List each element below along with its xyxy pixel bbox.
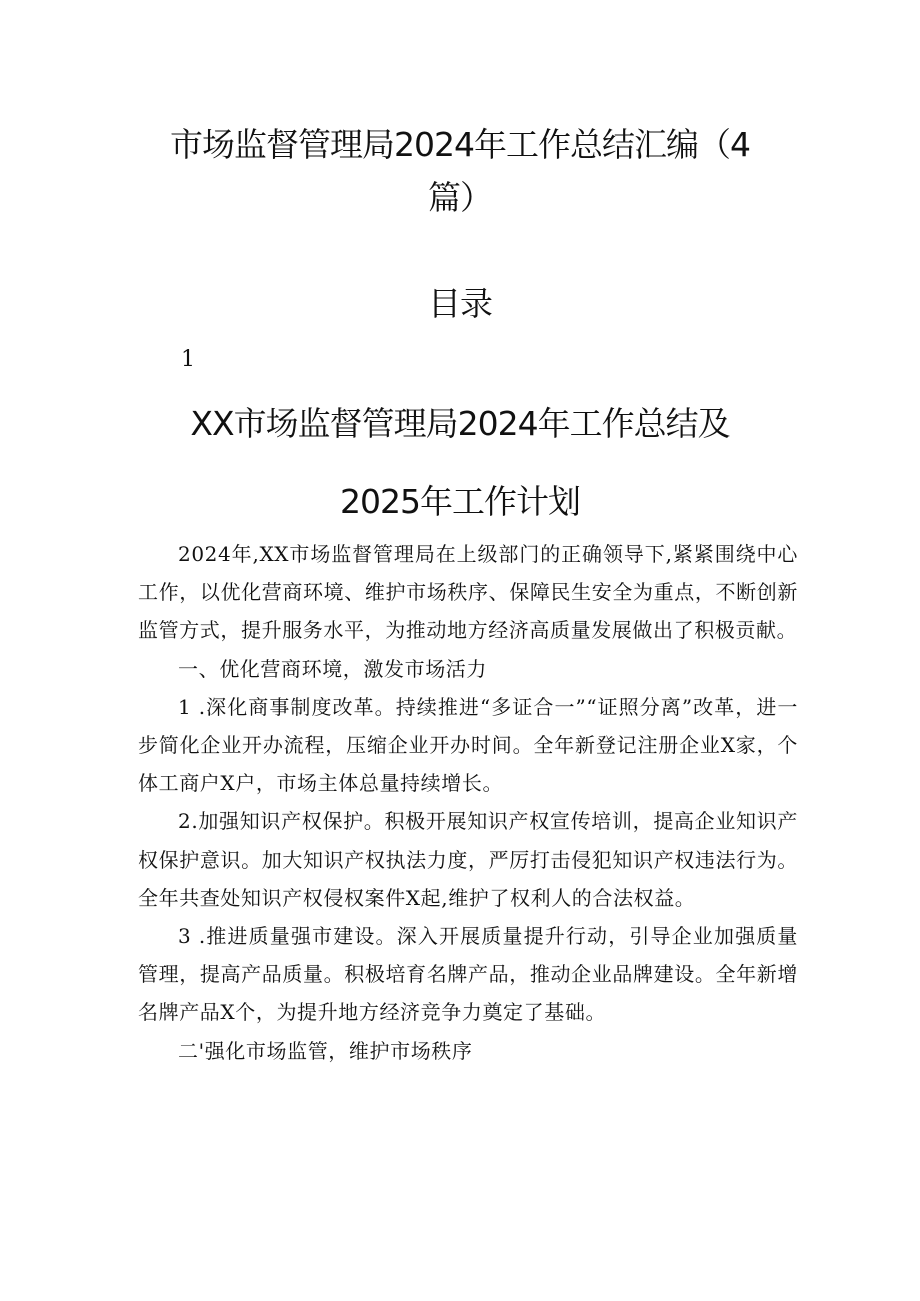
intro-paragraph: 2024年,XX市场监督管理局在上级部门的正确领导下,紧紧围绕中心工作，以优化营商环境、维护市场秩序、保障民生安全为重点，不断创新监管方式，提升服务水平，为推动地方经济高质量发展做出了积极贡献。 xyxy=(138,542,798,643)
report-title-line-2: 2025年工作计划 xyxy=(340,482,580,521)
report-title-line-1: XX市场监督管理局2024年工作总结及 xyxy=(190,404,730,443)
toc-entry-number: 1 xyxy=(181,347,195,372)
main-title-line-2: 篇） xyxy=(428,178,492,217)
toc-heading: 目录 xyxy=(428,284,492,323)
main-title-line-1: 市场监督管理局2024年工作总结汇编（4 xyxy=(170,125,750,164)
document-body xyxy=(138,535,798,1070)
paragraph-item-2: 2.加强知识产权保护。积极开展知识产权宣传培训，提高企业知识产权保护意识。加大知识产权执法力度，严厉打击侵犯知识产权违法行为。全年共查处知识产权侵权案件X起,维护了权利人的合法权益。 xyxy=(138,809,798,910)
paragraph-item-1: 1 .深化商事制度改革。持续推进“多证合一”“证照分离”改革，进一步简化企业开办流程，压缩企业开办时间。全年新登记注册企业X家，个体工商户X户，市场主体总量持续增长。 xyxy=(138,694,798,796)
paragraph-item-3: 3 .推进质量强市建设。深入开展质量提升行动，引导企业加强质量管理，提高产品质量。积极培育名牌产品，推动企业品牌建设。全年新增名牌产品X个，为提升地方经济竞争力奠定了基础。 xyxy=(138,924,798,1025)
section-heading-2: 二'强化市场监管，维护市场秩序 xyxy=(178,1038,473,1063)
section-heading-1: 一、优化营商环境，激发市场活力 xyxy=(178,656,487,681)
